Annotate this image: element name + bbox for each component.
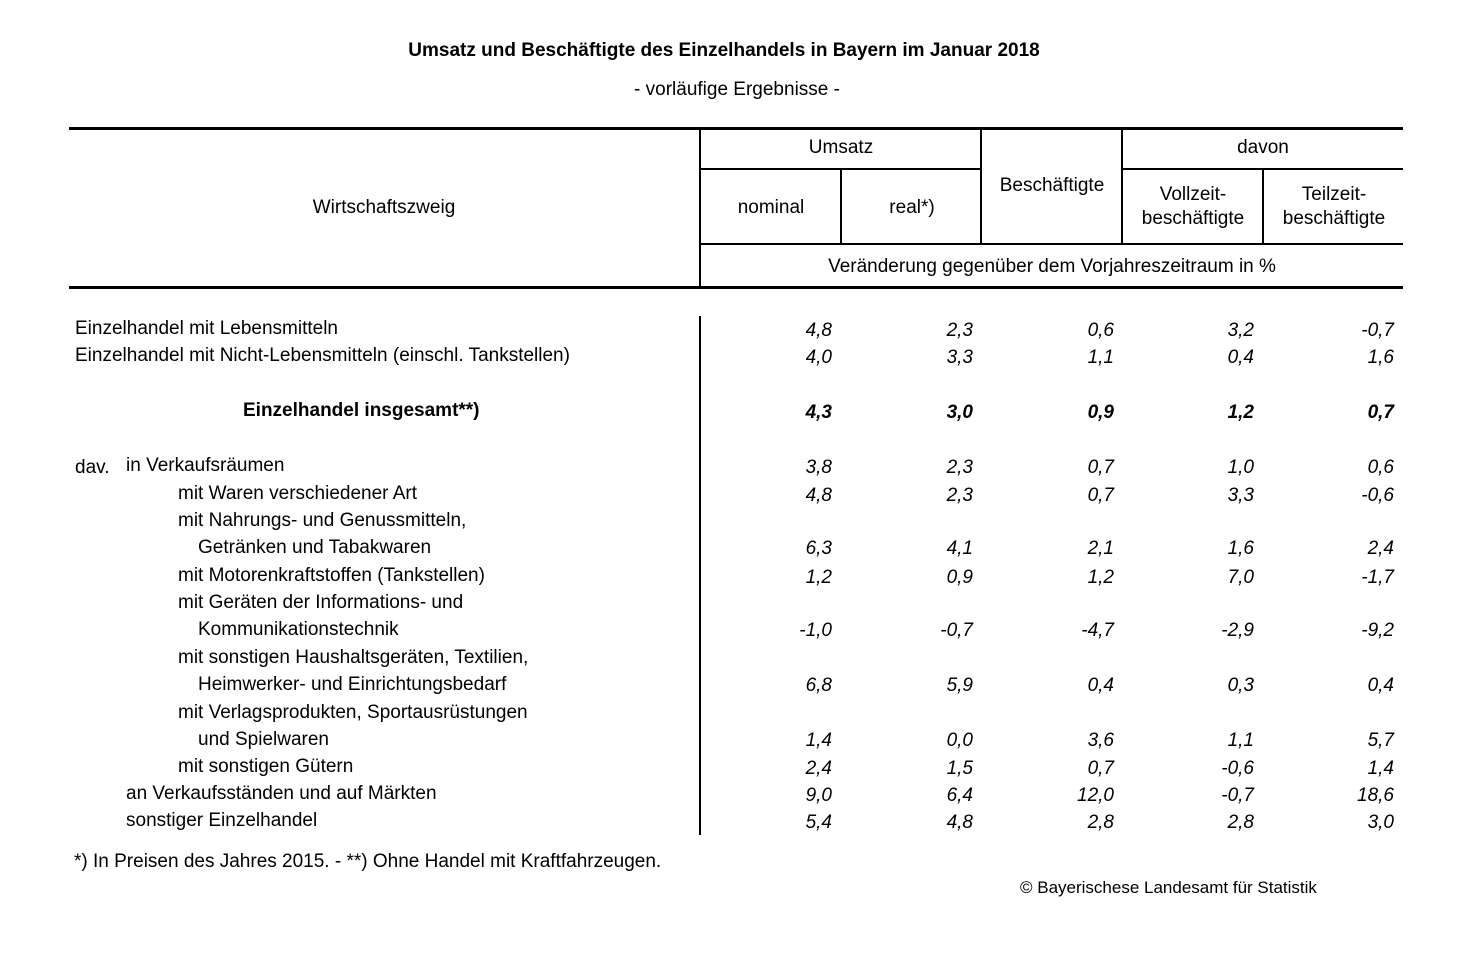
cell-beschaeftigte: 3,6 xyxy=(1087,730,1114,751)
cell-nominal: 2,4 xyxy=(805,758,832,779)
cell-nominal: 6,3 xyxy=(805,538,832,559)
cell-real: 3,3 xyxy=(946,347,973,368)
header-real: real*) xyxy=(889,197,935,218)
cell-real: 2,3 xyxy=(946,320,973,341)
cell-teilzeit: -0,7 xyxy=(1361,320,1394,341)
cell-beschaeftigte: 2,1 xyxy=(1087,538,1114,559)
cell-nominal: 4,8 xyxy=(805,320,832,341)
cell-beschaeftigte: 0,7 xyxy=(1087,758,1114,779)
row-label: Einzelhandel mit Nicht-Lebensmitteln (einschl. Tankstellen) xyxy=(75,345,570,366)
row-label: mit Waren verschiedener Art xyxy=(178,483,417,504)
cell-beschaeftigte: 0,7 xyxy=(1087,485,1114,506)
cell-vollzeit: 1,1 xyxy=(1227,730,1254,751)
cell-teilzeit: 0,6 xyxy=(1367,457,1394,478)
cell-vollzeit: 1,2 xyxy=(1227,402,1254,423)
footnote: *) In Preisen des Jahres 2015. - **) Ohne Handel mit Kraftfahrzeugen. xyxy=(74,851,662,872)
unit-top-rule xyxy=(700,243,1403,245)
cell-vollzeit: -2,9 xyxy=(1221,620,1254,641)
page-title: Umsatz und Beschäftigte des Einzelhandels in Bayern im Januar 2018 xyxy=(408,40,1040,61)
cell-nominal: 1,2 xyxy=(805,567,832,588)
cell-nominal: -1,0 xyxy=(799,620,832,641)
cell-vollzeit: 0,3 xyxy=(1227,675,1254,696)
row-label: mit Motorenkraftstoffen (Tankstellen) xyxy=(178,565,485,586)
table-top-rule xyxy=(69,127,1403,130)
cell-real: 0,9 xyxy=(946,567,973,588)
header-teilzeit xyxy=(1264,183,1404,231)
header-vollzeit xyxy=(1123,183,1263,231)
cell-real: -0,7 xyxy=(940,620,973,641)
cell-nominal: 4,8 xyxy=(805,485,832,506)
cell-beschaeftigte: 2,8 xyxy=(1087,812,1114,833)
header-teilzeit-line2: beschäftigte xyxy=(1282,208,1386,229)
cell-real: 4,8 xyxy=(946,812,973,833)
cell-vollzeit: 7,0 xyxy=(1227,567,1254,588)
cell-vollzeit: 3,2 xyxy=(1227,320,1254,341)
header-vollzeit-line2: beschäftigte xyxy=(1141,208,1245,229)
cell-teilzeit: 1,6 xyxy=(1367,347,1394,368)
cell-teilzeit: 3,0 xyxy=(1367,812,1394,833)
cell-teilzeit: 1,4 xyxy=(1367,758,1394,779)
cell-teilzeit: -9,2 xyxy=(1361,620,1394,641)
cell-vollzeit: 1,0 xyxy=(1227,457,1254,478)
cell-vollzeit: 0,4 xyxy=(1227,347,1254,368)
header-teilzeit-line1: Teilzeit- xyxy=(1301,184,1367,205)
cell-nominal: 4,0 xyxy=(805,347,832,368)
cell-real: 3,0 xyxy=(946,402,973,423)
cell-vollzeit: -0,6 xyxy=(1221,758,1254,779)
row-label-continuation: Kommunikationstechnik xyxy=(198,619,399,640)
header-vollzeit-line1: Vollzeit- xyxy=(1159,184,1227,205)
cell-beschaeftigte: 0,4 xyxy=(1087,675,1114,696)
cell-real: 5,9 xyxy=(946,675,973,696)
cell-real: 1,5 xyxy=(946,758,973,779)
cell-beschaeftigte: 1,1 xyxy=(1087,347,1114,368)
row-label: mit sonstigen Haushaltsgeräten, Textilien, xyxy=(178,647,529,668)
header-beschaeftigte: Beschäftigte xyxy=(999,175,1105,196)
row-label: mit Geräten der Informations- und xyxy=(178,592,464,613)
cell-teilzeit: -1,7 xyxy=(1361,567,1394,588)
body-divider xyxy=(699,316,701,835)
dav-prefix: dav. xyxy=(75,457,110,478)
header-unit: Veränderung gegenüber dem Vorjahreszeitraum in % xyxy=(828,256,1276,277)
cell-vollzeit: 1,6 xyxy=(1227,538,1254,559)
header-davon: davon xyxy=(1237,137,1289,158)
cell-teilzeit: -0,6 xyxy=(1361,485,1394,506)
header-wirtschaftszweig: Wirtschaftszweig xyxy=(312,197,456,218)
cell-vollzeit: -0,7 xyxy=(1221,785,1254,806)
row-label: an Verkaufsständen und auf Märkten xyxy=(126,783,437,804)
cell-teilzeit: 2,4 xyxy=(1367,538,1394,559)
header-umsatz: Umsatz xyxy=(808,137,874,158)
cell-nominal: 5,4 xyxy=(805,812,832,833)
cell-nominal: 9,0 xyxy=(805,785,832,806)
cell-beschaeftigte: 0,6 xyxy=(1087,320,1114,341)
cell-nominal: 4,3 xyxy=(805,402,832,423)
cell-teilzeit: 0,7 xyxy=(1367,402,1394,423)
cell-beschaeftigte: 1,2 xyxy=(1087,567,1114,588)
row-label-continuation: Heimwerker- und Einrichtungsbedarf xyxy=(198,674,507,695)
row-label: Einzelhandel insgesamt**) xyxy=(243,400,480,421)
cell-real: 2,3 xyxy=(946,457,973,478)
cell-beschaeftigte: -4,7 xyxy=(1081,620,1114,641)
cell-teilzeit: 18,6 xyxy=(1357,785,1394,806)
row-label: mit Nahrungs- und Genussmitteln, xyxy=(178,510,467,531)
cell-nominal: 6,8 xyxy=(805,675,832,696)
cell-teilzeit: 5,7 xyxy=(1367,730,1394,751)
row-label: mit sonstigen Gütern xyxy=(178,756,354,777)
row-label: mit Verlagsprodukten, Sportausrüstungen xyxy=(178,702,528,723)
cell-nominal: 1,4 xyxy=(805,730,832,751)
row-label-continuation: Getränken und Tabakwaren xyxy=(198,537,432,558)
cell-real: 0,0 xyxy=(946,730,973,751)
row-label: sonstiger Einzelhandel xyxy=(126,810,318,831)
row-label: in Verkaufsräumen xyxy=(126,455,285,476)
header-nominal: nominal xyxy=(737,197,805,218)
cell-teilzeit: 0,4 xyxy=(1367,675,1394,696)
row-label: Einzelhandel mit Lebensmitteln xyxy=(75,318,338,339)
cell-beschaeftigte: 0,7 xyxy=(1087,457,1114,478)
row-label-continuation: und Spielwaren xyxy=(198,729,329,750)
cell-real: 2,3 xyxy=(946,485,973,506)
page-subtitle: - vorläufige Ergebnisse - xyxy=(634,79,840,100)
header-bottom-rule xyxy=(69,286,1403,289)
cell-real: 6,4 xyxy=(946,785,973,806)
cell-beschaeftigte: 12,0 xyxy=(1077,785,1114,806)
cell-real: 4,1 xyxy=(946,538,973,559)
cell-vollzeit: 3,3 xyxy=(1227,485,1254,506)
copyright: © Bayerischese Landesamt für Statistik xyxy=(1020,878,1317,897)
cell-nominal: 3,8 xyxy=(805,457,832,478)
cell-vollzeit: 2,8 xyxy=(1227,812,1254,833)
cell-beschaeftigte: 0,9 xyxy=(1087,402,1114,423)
